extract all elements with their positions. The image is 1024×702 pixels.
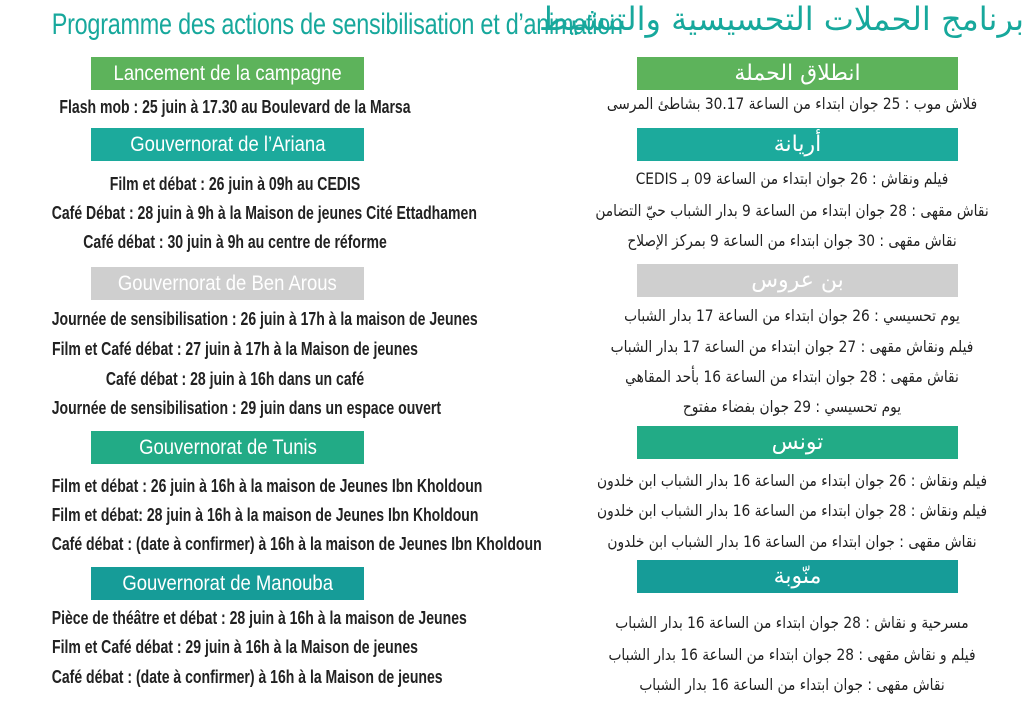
event-line-ar: نقاش مقهى : جوان ابتداء من الساعة 16 بدار الشباب (639, 675, 945, 694)
section-heading-tunis-ar: تونس (637, 426, 958, 459)
event-line: Journée de sensibilisation : 29 juin dans un espace ouvert (51, 398, 442, 418)
event-line-ar: نقاش مقهى : جوان ابتداء من الساعة 16 بدار الشباب ابن خلدون (607, 532, 977, 551)
section-heading-launch-ar: انطلاق الحملة (637, 57, 958, 90)
event-line-ar: يوم تحسيسي : 26 جوان ابتداء من الساعة 17 بدار الشباب (624, 306, 960, 325)
event-line: Pièce de théâtre et débat : 28 juin à 16h à la maison de Jeunes (51, 608, 467, 628)
event-line-ar: فيلم ونقاش مقهى : 27 جوان ابتداء من الساعة 17 بدار الشباب (610, 337, 974, 356)
event-line: Film et Café débat : 29 juin à 16h à la Maison de jeunes (52, 637, 418, 657)
arabic-title: برنامج الحملات التحسيسية والتنشيط (538, 0, 1024, 38)
section-heading-ariana-ar: أريانة (637, 128, 958, 161)
event-line: Film et débat : 26 juin à 16h à la maison de Jeunes Ibn Kholdoun (51, 476, 483, 496)
event-line-ar: نقاش مقهى : 28 جوان ابتداء من الساعة 16 بأحد المقاهي (625, 367, 959, 386)
event-line: Film et débat : 26 juin à 09h au CEDIS (109, 174, 361, 194)
event-line: Café débat : (date à confirmer) à 16h à la Maison de jeunes (51, 667, 443, 687)
event-line: Film et Café débat : 27 juin à 17h à la Maison de jeunes (52, 339, 418, 359)
event-line-ar: نقاش مقهى : 28 جوان ابتداء من الساعة 9 بدار الشباب حيّ التضامن (595, 201, 989, 220)
section-heading-manouba-ar: منّوبة (637, 560, 958, 593)
section-heading-ariana: Gouvernorat de l’Ariana (91, 128, 364, 161)
event-line-ar: فيلم ونقاش : 26 جوان ابتداء من الساعة 09 بـ CEDIS (635, 169, 949, 188)
section-heading-ben-arous-ar: بن عروس (637, 264, 958, 297)
section-heading-manouba: Gouvernorat de Manouba (91, 567, 364, 600)
event-line-ar: فيلم ونقاش : 26 جوان ابتداء من الساعة 16 بدار الشباب ابن خلدون (596, 471, 988, 490)
section-heading-launch: Lancement de la campagne (91, 57, 364, 90)
event-line-ar: فيلم ونقاش : 28 جوان ابتداء من الساعة 16 بدار الشباب ابن خلدون (596, 501, 988, 520)
event-line: Café Débat : 28 juin à 9h à la Maison de jeunes Cité Ettadhamen (51, 203, 477, 223)
french-title: Programme des actions de sensibilisation et d’animation (51, 8, 623, 41)
event-line: Journée de sensibilisation : 26 juin à 17h à la maison de Jeunes (51, 309, 478, 329)
section-heading-tunis: Gouvernorat de Tunis (91, 431, 364, 464)
event-line: Flash mob : 25 juin à 17.30 au Boulevard de la Marsa (59, 97, 411, 117)
event-line: Café débat : 28 juin à 16h dans un café (105, 369, 365, 389)
event-line-ar: فيلم و نقاش مقهى : 28 جوان ابتداء من الساعة 16 بدار الشباب (608, 645, 976, 664)
event-line: Film et débat: 28 juin à 16h à la maison de Jeunes Ibn Kholdoun (51, 505, 479, 525)
event-line: Café débat : (date à confirmer) à 16h à la maison de Jeunes Ibn Kholdoun (51, 534, 542, 554)
event-line-ar: مسرحية و نقاش : 28 جوان ابتداء من الساعة 16 بدار الشباب (615, 613, 969, 632)
section-heading-ben-arous: Gouvernorat de Ben Arous (91, 267, 364, 300)
event-line-ar: نقاش مقهى : 30 جوان ابتداء من الساعة 9 بمركز الإصلاح (627, 231, 957, 250)
event-line: Café débat : 30 juin à 9h au centre de réforme (83, 232, 387, 252)
event-line-ar: يوم تحسيسي : 29 جوان بفضاء مفتوح (682, 397, 902, 416)
event-line-ar: فلاش موب : 25 جوان ابتداء من الساعة 30.17 بشاطئ المرسى (606, 94, 978, 113)
